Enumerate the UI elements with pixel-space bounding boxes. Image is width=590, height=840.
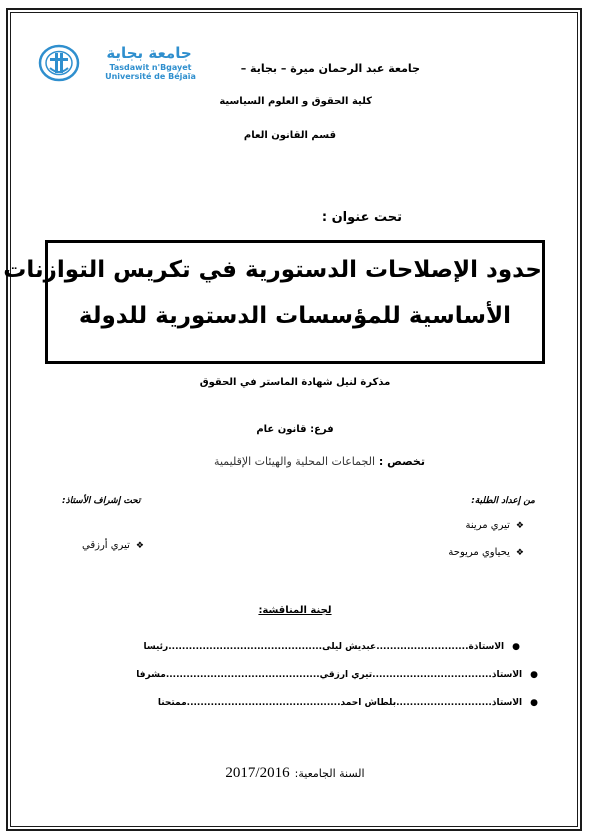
topic-label: تحت عنوان :	[321, 210, 402, 225]
university-name: جامعة عبد الرحمان ميرة – بجاية –	[240, 62, 420, 75]
jury-name: عبديش ليلى	[322, 642, 377, 652]
jury-member-1	[45, 642, 520, 658]
logo-name-french: Université de Béjaïa	[105, 72, 196, 81]
supervision-label: تحت إشراف الأستاذ:	[62, 496, 141, 506]
jury-role: مشرفا	[136, 670, 166, 680]
student-1	[466, 520, 524, 531]
jury-name: تيري أرزقي	[319, 670, 373, 680]
specialty-value: الجماعات المحلية والهيئات الإقليمية	[214, 455, 376, 468]
prepared-by-label: من إعداد الطلبة:	[471, 496, 535, 506]
specialty-label: تخصص :	[378, 455, 425, 468]
academic-year-value: 2017/2016	[225, 765, 290, 781]
logo-name-arabic: جامعة بجاية	[106, 44, 192, 62]
jury-role: ممتحنا	[157, 698, 187, 708]
university-emblem-icon	[38, 44, 80, 82]
jury-member-2	[52, 670, 538, 686]
memo-purpose: مذكرة لنيل شهادة الماستر في الحقوق	[199, 377, 391, 388]
faculty-name: كلية الحقوق و العلوم السياسية	[219, 96, 372, 107]
supervisor-name: تيري أرزقي	[82, 540, 130, 551]
university-logo	[38, 44, 213, 84]
thesis-title-line-1: حدود الإصلاحات الدستورية في تكريس التوازنات	[3, 257, 542, 283]
jury-dots: ............................	[396, 698, 492, 708]
student-name: يحياوي مريوحة	[448, 547, 510, 558]
academic-year-label: السنة الجامعية:	[294, 767, 365, 780]
supervisor	[82, 540, 144, 551]
jury-dots: ...........................	[376, 642, 469, 652]
jury-role: رئيسا	[143, 642, 169, 652]
diamond-bullet-icon: ❖	[135, 541, 144, 551]
bullet-icon: ●	[530, 698, 538, 708]
thesis-title-line-2: الأساسية للمؤسسات الدستورية للدولة	[78, 303, 512, 329]
academic-year	[0, 762, 590, 782]
jury-member-3	[52, 698, 538, 714]
specialty	[214, 455, 425, 468]
diamond-bullet-icon: ❖	[515, 548, 524, 558]
jury-label: لجنة المناقشة:	[258, 605, 332, 616]
jury-title: الأستاذة	[468, 642, 505, 652]
jury-dots: .............................................	[168, 642, 323, 652]
bullet-icon: ●	[512, 642, 520, 652]
logo-name-kabyle: Tasdawit n'Bgayet	[109, 63, 192, 72]
thesis-title-box	[3, 240, 545, 364]
jury-title: الأستاذ	[491, 698, 523, 708]
jury-name: بلطاش أحمد	[340, 698, 397, 708]
student-2	[448, 547, 524, 558]
jury-dots: ...................................	[372, 670, 492, 680]
student-name: تيري مرينة	[465, 520, 510, 531]
jury-title: الأستاذ	[491, 670, 523, 680]
branch: فرع: قانون عام	[256, 424, 334, 435]
bullet-icon: ●	[530, 670, 538, 680]
diamond-bullet-icon: ❖	[515, 521, 524, 531]
department-name: قسم القانون العام	[243, 130, 336, 141]
jury-dots: .............................................	[165, 670, 320, 680]
jury-dots: .............................................	[186, 698, 341, 708]
